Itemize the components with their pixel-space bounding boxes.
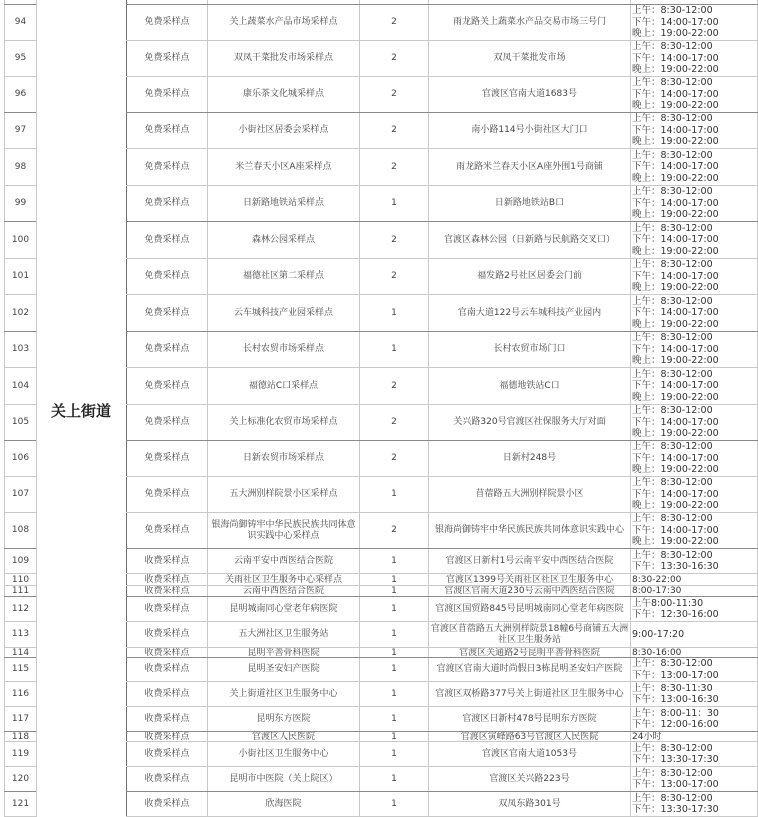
- cell-no: 101: [11, 271, 30, 281]
- cell-count: 1: [391, 555, 397, 566]
- hours-line: 下午：14:00-17:00: [632, 416, 719, 428]
- cell-type: 收费采样点: [144, 629, 190, 639]
- cell-type: 免费采样点: [144, 344, 190, 354]
- hours-line: 晚上：19:00-22:00: [632, 136, 719, 148]
- cell-hours: [631, 295, 758, 331]
- hours-line: 8:30-16:00: [632, 648, 682, 657]
- cell-no: 120: [11, 773, 30, 784]
- cell-name: 昆明圣安妇产医院: [247, 664, 320, 674]
- cell-type: 免费采样点: [144, 380, 190, 391]
- cell-count: 1: [391, 574, 397, 585]
- cell-name: 五大洲社区卫生服务站: [238, 629, 329, 639]
- cell-hours: [631, 368, 758, 404]
- cell-count: 1: [391, 307, 397, 318]
- cell-no: 116: [11, 688, 30, 699]
- cell-hours: [631, 441, 758, 476]
- cell-type: 免费采样点: [144, 17, 190, 27]
- cell-name: 森林公园采样点: [251, 234, 315, 245]
- hours-line: 上午：8:30-12:00: [632, 792, 713, 804]
- cell-hours: [631, 742, 758, 766]
- hours-line: 上午：8:30-12:00: [632, 259, 713, 271]
- cell-type: 免费采样点: [144, 525, 190, 535]
- hours-line: 上午：8:30-12:00: [632, 5, 713, 17]
- district-cell: 关上街道: [50, 401, 111, 420]
- cell-name: 云车城科技产业园采样点: [233, 307, 333, 318]
- cell-no: 100: [11, 234, 30, 245]
- hours-line: 下午：14:00-17:00: [632, 307, 719, 319]
- cell-no: 117: [11, 713, 30, 724]
- hours-line: 8:00-17:30: [632, 586, 682, 596]
- cell-count: 2: [391, 380, 397, 391]
- cell-hours: [631, 767, 758, 791]
- hours-line: 上午：8:30-12:00: [632, 186, 713, 198]
- hours-line: 上午8:00-11:30: [632, 597, 704, 609]
- cell-no: 94: [14, 17, 27, 27]
- hours-line: 晚上：19:00-22:00: [632, 464, 719, 476]
- hours-line: 下午：14:00-17:00: [632, 52, 719, 64]
- cell-address: 关兴路320号官渡区社保服务大厅对面: [453, 417, 606, 427]
- hours-line: 上午：8:30-12:00: [632, 41, 713, 53]
- cell-type: 免费采样点: [144, 89, 190, 99]
- hours-line: 上午：8:30-11:30: [632, 682, 713, 694]
- cell-hours: [631, 405, 758, 440]
- cell-name: 康乐茶文化城采样点: [242, 89, 324, 99]
- cell-no: 114: [11, 648, 30, 657]
- cell-address: 长村农贸市场门口: [493, 344, 566, 354]
- cell-type: 免费采样点: [144, 198, 190, 208]
- cell-hours: [631, 732, 758, 741]
- hours-line: 下午：14:00-17:00: [632, 270, 719, 282]
- cell-hours: [631, 549, 758, 573]
- cell-name: 福德站C口采样点: [248, 380, 319, 391]
- cell-name: 云南平安中西医结合医院: [233, 555, 333, 566]
- cell-no: 97: [14, 125, 27, 135]
- cell-no: 98: [14, 161, 27, 172]
- cell-hours: [631, 707, 758, 731]
- hours-line: 下午：13:00-17:00: [632, 669, 719, 681]
- cell-count: 1: [391, 732, 397, 741]
- cell-hours: [631, 513, 758, 548]
- cell-hours: [631, 682, 758, 706]
- cell-no: 107: [11, 489, 30, 499]
- cell-name: 米兰春天小区A座采样点: [235, 161, 332, 172]
- cell-hours: [631, 658, 758, 681]
- cell-count: 1: [391, 798, 397, 809]
- cell-hours: [631, 586, 758, 596]
- cell-name: 小街社区居委会采样点: [238, 125, 329, 135]
- hours-line: 下午：14:00-17:00: [632, 380, 719, 392]
- cell-no: 119: [11, 748, 30, 759]
- cell-no: 118: [11, 732, 30, 741]
- cell-type: 收费采样点: [144, 664, 190, 674]
- hours-line: 上午：8:30-12:00: [632, 77, 713, 89]
- cell-count: 2: [391, 453, 397, 463]
- cell-hours: [631, 5, 758, 40]
- hours-line: 晚上：19:00-22:00: [632, 282, 719, 294]
- cell-hours: [631, 113, 758, 148]
- cell-type: 免费采样点: [144, 161, 190, 172]
- hours-line: 8:30-22:00: [632, 574, 682, 585]
- hours-line: 上午：8:30-12:00: [632, 368, 713, 380]
- hours-line: 下午：14:00-17:00: [632, 524, 719, 536]
- cell-type: 收费采样点: [144, 648, 190, 657]
- hours-line: 上午：8:30-12:00: [632, 513, 713, 525]
- hours-line: 晚上：19:00-22:00: [632, 28, 719, 40]
- cell-name: 关上蔬菜水产品市场采样点: [229, 17, 338, 27]
- cell-count: 1: [391, 629, 397, 639]
- cell-address: 官渡区日新村478号昆明东方医院: [462, 713, 597, 724]
- hours-line: 上午：8:30-12:00: [632, 405, 713, 417]
- hours-line: 上午：8:30-12:00: [632, 742, 713, 754]
- cell-no: 99: [14, 198, 27, 208]
- hours-line: 下午：14:00-17:00: [632, 124, 719, 136]
- hours-line: 上午：8:30-12:00: [632, 113, 713, 125]
- hours-line: 上午：8:30-12:00: [632, 149, 713, 161]
- cell-hours: [631, 597, 758, 621]
- hours-line: 下午：14:00-17:00: [632, 161, 719, 173]
- cell-hours: [631, 622, 758, 647]
- cell-address: 官渡区苜蓿路五大洲别样院景18幢6号商铺五大洲社区卫生服务站: [430, 623, 629, 645]
- cell-count: 1: [391, 489, 397, 499]
- cell-name: 五大洲别样院景小区采样点: [229, 489, 338, 499]
- cell-address: 官渡区国贸路845号昆明城南同心堂老年病医院: [435, 603, 624, 614]
- cell-count: 1: [391, 344, 397, 354]
- cell-address: 官渡区日新村1号云南平安中西医结合医院: [445, 555, 614, 566]
- hours-line: 晚上：19:00-22:00: [632, 209, 719, 221]
- cell-count: 2: [391, 525, 397, 535]
- cell-count: 2: [391, 53, 397, 63]
- hours-line: 下午：13:00-16:30: [632, 694, 719, 705]
- cell-no: 104: [11, 380, 30, 391]
- cell-type: 收费采样点: [144, 798, 190, 809]
- cell-count: 2: [391, 161, 397, 172]
- hours-line: 24小时: [632, 732, 662, 741]
- hours-line: 上午：8:30-12:00: [632, 295, 713, 307]
- cell-address: 南小路114号小街社区大门口: [471, 125, 588, 135]
- hours-line: 上午：8:30-12:00: [632, 767, 713, 779]
- cell-name: 日新路地铁站采样点: [242, 198, 324, 208]
- hours-line: 9:00-17:20: [632, 628, 685, 640]
- hours-line: 下午：13:30-17:30: [632, 804, 719, 815]
- cell-hours: [631, 332, 758, 367]
- cell-no: 95: [14, 53, 27, 63]
- hours-line: 晚上：19:00-22:00: [632, 64, 719, 76]
- hours-line: 下午：12:00-16:00: [632, 719, 719, 730]
- cell-count: 2: [391, 17, 397, 27]
- cell-address: 官渡区森林公园（日新路与民航路交叉口）: [443, 234, 615, 245]
- cell-name: 昆明平善骨科医院: [247, 648, 320, 657]
- cell-count: 1: [391, 603, 397, 614]
- hours-line: 晚上：19:00-22:00: [632, 318, 719, 330]
- grid-line: [36, 0, 37, 817]
- hours-line: 上午：8:30-12:00: [632, 549, 713, 561]
- cell-count: 1: [391, 664, 397, 674]
- cell-type: 收费采样点: [144, 773, 190, 784]
- cell-type: 收费采样点: [144, 688, 190, 699]
- cell-type: 收费采样点: [144, 555, 190, 566]
- cell-name: 银海尚御铸牢中华民族民族共同体意识实践中心采样点: [211, 519, 356, 541]
- cell-count: 2: [391, 234, 397, 245]
- cell-name: 长村农贸市场采样点: [242, 344, 324, 354]
- cell-name: 昆明东方医院: [256, 713, 311, 724]
- cell-hours: [631, 77, 758, 112]
- cell-address: 雨龙路米兰春天小区A座外围1号商铺: [456, 161, 603, 172]
- cell-type: 收费采样点: [144, 603, 190, 614]
- cell-address: 双凤干菜批发市场: [493, 53, 566, 63]
- cell-count: 2: [391, 271, 397, 281]
- cell-address: 官南大道122号云车城科技产业园内: [457, 307, 602, 318]
- cell-no: 110: [11, 574, 30, 585]
- cell-hours: [631, 792, 758, 816]
- hours-line: 晚上：19:00-22:00: [632, 500, 719, 512]
- cell-hours: [631, 477, 758, 512]
- cell-no: 115: [11, 664, 30, 674]
- cell-type: 收费采样点: [144, 713, 190, 724]
- cell-address: 官渡区官南大道时尚假日3栋昆明圣安妇产医院: [436, 664, 623, 674]
- cell-address: 官渡区寅峰路63号官渡区人民医院: [460, 732, 599, 741]
- cell-no: 102: [11, 307, 30, 318]
- hours-line: 下午：13:00-17:00: [632, 779, 719, 790]
- cell-no: 111: [11, 586, 30, 596]
- cell-no: 96: [14, 89, 27, 99]
- cell-address: 双凤东路301号: [498, 798, 561, 809]
- hours-line: 下午：14:00-17:00: [632, 197, 719, 209]
- hours-line: 上午：8:30-12:00: [632, 658, 713, 669]
- cell-name: 欣海医院: [265, 798, 302, 809]
- cell-name: 关上标准化农贸市场采样点: [229, 417, 338, 427]
- hours-line: 晚上：19:00-22:00: [632, 355, 719, 367]
- cell-count: 1: [391, 713, 397, 724]
- cell-no: 108: [11, 525, 30, 535]
- hours-line: 上午：8:30-12:00: [632, 477, 713, 489]
- cell-address: 官渡区官南大道230号云南中西医结合医院: [444, 586, 615, 596]
- cell-no: 113: [11, 629, 30, 639]
- cell-count: 2: [391, 417, 397, 427]
- hours-line: 上午：8:30-12:00: [632, 332, 713, 344]
- hours-line: 下午：14:00-17:00: [632, 452, 719, 464]
- cell-name: 官渡区人民医院: [251, 732, 315, 741]
- cell-no: 121: [11, 798, 30, 809]
- cell-address: 官渡区关通路2号昆明平善骨科医院: [459, 648, 600, 657]
- cell-type: 收费采样点: [144, 748, 190, 759]
- cell-count: 1: [391, 198, 397, 208]
- cell-type: 免费采样点: [144, 271, 190, 281]
- cell-name: 双凤干菜批发市场采样点: [233, 53, 333, 63]
- cell-no: 106: [11, 453, 30, 463]
- cell-address: 银海尚御铸牢中华民族民族共同体意识实践中心: [434, 525, 624, 535]
- cell-type: 免费采样点: [144, 307, 190, 318]
- cell-no: 109: [11, 555, 30, 566]
- hours-line: 下午：14:00-17:00: [632, 88, 719, 100]
- cell-count: 1: [391, 773, 397, 784]
- cell-address: 雨龙路关上蔬菜水产品交易市场三号门: [452, 17, 606, 27]
- cell-address: 苜蓿路五大洲别样院景小区: [475, 489, 584, 499]
- hours-line: 下午：14:00-17:00: [632, 234, 719, 246]
- hours-line: 上午：8:00-11：30: [632, 707, 719, 719]
- cell-type: 免费采样点: [144, 453, 190, 463]
- cell-type: 收费采样点: [144, 732, 190, 741]
- cell-name: 关雨社区卫生服务中心采样点: [224, 574, 342, 585]
- cell-address: 福德地铁站C口: [499, 380, 560, 391]
- cell-type: 免费采样点: [144, 417, 190, 427]
- cell-hours: [631, 259, 758, 294]
- cell-count: 1: [391, 648, 397, 657]
- hours-line: 下午：14:00-17:00: [632, 343, 719, 355]
- hours-line: 晚上：19:00-22:00: [632, 245, 719, 257]
- cell-address: 官渡区1399号关雨社区社区卫生服务中心: [446, 574, 613, 585]
- cell-count: 2: [391, 89, 397, 99]
- cell-hours: [631, 574, 758, 585]
- hours-line: 下午：13:30-17:30: [632, 754, 719, 765]
- cell-type: 免费采样点: [144, 489, 190, 499]
- cell-name: 日新农贸市场采样点: [242, 453, 324, 463]
- cell-name: 云南中西医结合医院: [242, 586, 324, 596]
- cell-address: 官渡区官南大道1053号: [482, 748, 577, 759]
- hours-line: 晚上：19:00-22:00: [632, 536, 719, 548]
- cell-count: 1: [391, 586, 397, 596]
- cell-address: 官渡区官南大道1683号: [482, 89, 577, 99]
- cell-name: 昆明城南同心堂老年病医院: [229, 603, 338, 614]
- cell-type: 收费采样点: [144, 586, 190, 596]
- hours-line: 下午：12:30-16:00: [632, 609, 719, 620]
- cell-type: 免费采样点: [144, 53, 190, 63]
- cell-address: 官渡区关兴路223号: [489, 773, 570, 784]
- hours-line: 上午：8:30-12:00: [632, 222, 713, 234]
- cell-no: 112: [11, 603, 30, 614]
- cell-hours: [631, 186, 758, 221]
- hours-line: 晚上：19:00-22:00: [632, 100, 719, 112]
- cell-hours: [631, 648, 758, 657]
- hours-line: 下午：13:30-16:30: [632, 561, 719, 572]
- hours-line: 上午：8:30-12:00: [632, 441, 713, 453]
- cell-name: 昆明市中医院（关上院区）: [229, 773, 338, 784]
- hours-line: 晚上：19:00-22:00: [632, 391, 719, 403]
- hours-line: 下午：14:00-17:00: [632, 16, 719, 28]
- cell-address: 福发路2号社区居委会门前: [477, 271, 582, 281]
- cell-type: 免费采样点: [144, 234, 190, 245]
- cell-address: 日新村248号: [502, 453, 557, 463]
- hours-line: 晚上：19:00-22:00: [632, 428, 719, 440]
- cell-name: 小街社区卫生服务中心: [238, 748, 329, 759]
- cell-type: 免费采样点: [144, 125, 190, 135]
- cell-count: 2: [391, 125, 397, 135]
- hours-line: 下午：14:00-17:00: [632, 488, 719, 500]
- cell-no: 105: [11, 417, 30, 427]
- cell-count: 1: [391, 748, 397, 759]
- hours-line: 晚上：19:00-22:00: [632, 172, 719, 184]
- cell-hours: [631, 149, 758, 185]
- cell-hours: [631, 222, 758, 258]
- cell-address: 官渡区双桥路377号关上街道社区卫生服务中心: [435, 688, 624, 699]
- cell-name: 福德社区第二采样点: [242, 271, 324, 281]
- cell-hours: [631, 41, 758, 76]
- cell-address: 日新路地铁站B口: [494, 198, 565, 208]
- cell-count: 1: [391, 688, 397, 699]
- cell-no: 103: [11, 344, 30, 354]
- cell-type: 收费采样点: [144, 574, 190, 585]
- cell-name: 关上街道社区卫生服务中心: [229, 688, 338, 699]
